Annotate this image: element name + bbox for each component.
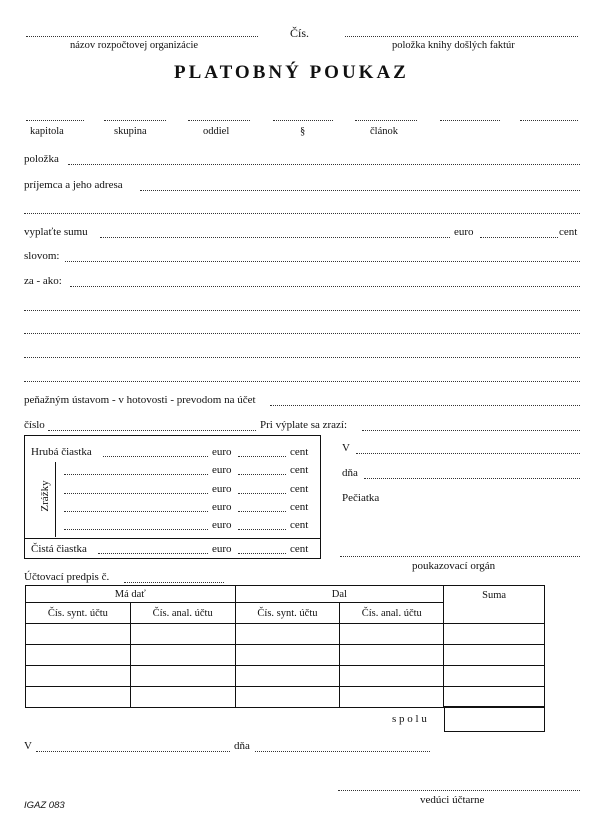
total-label: s p o l u — [392, 713, 427, 725]
deduction-row-3-cent[interactable] — [238, 511, 286, 512]
amount-label: vyplaťte sumu — [24, 226, 88, 238]
recipient-field-2[interactable] — [24, 213, 580, 214]
table-cell[interactable] — [340, 624, 444, 645]
amount-euro-label: euro — [454, 226, 474, 238]
sum-header: Suma — [444, 586, 545, 624]
footer-date-field[interactable] — [255, 751, 430, 752]
payment-method-label: peňažným ústavom - v hotovosti - prevodom na účet — [24, 394, 256, 406]
credit-anal-header: Čís. anal. účtu — [340, 603, 444, 624]
table-cell[interactable] — [130, 687, 235, 708]
gross-cent-field[interactable] — [238, 456, 286, 457]
table-row — [26, 666, 545, 687]
table-cell[interactable] — [26, 624, 131, 645]
table-cell[interactable] — [130, 624, 235, 645]
deduction-row-2-cent-label: cent — [290, 483, 309, 495]
accounting-entry-field[interactable] — [124, 582, 224, 583]
paragraph-label: § — [300, 126, 306, 137]
in-words-field[interactable] — [65, 261, 580, 262]
table-cell[interactable] — [235, 624, 340, 645]
credit-header: Dal — [235, 586, 444, 603]
gross-amount-label: Hrubá čiastka — [31, 446, 92, 458]
accounting-table — [25, 585, 545, 708]
table-row — [26, 624, 545, 645]
deductions-label: Zrážky — [39, 480, 51, 512]
accounting-entry-label: Účtovací predpis č. — [24, 571, 110, 583]
oddiel-label: oddiel — [203, 126, 230, 137]
table-cell[interactable] — [130, 645, 235, 666]
net-cent-label: cent — [290, 543, 309, 555]
gross-cent-label: cent — [290, 446, 309, 458]
deduction-row-4-cent[interactable] — [238, 529, 286, 530]
table-cell[interactable] — [340, 645, 444, 666]
deduction-row-1-cent[interactable] — [238, 474, 286, 475]
kapitola-label: kapitola — [30, 126, 64, 137]
place-label: V — [342, 442, 350, 454]
skupina-label: skupina — [114, 126, 147, 137]
net-amount-label: Čistá čiastka — [31, 543, 87, 555]
table-cell[interactable] — [444, 687, 545, 708]
deduction-row-2-cent[interactable] — [238, 493, 286, 494]
table-cell[interactable] — [130, 666, 235, 687]
oddiel-line[interactable] — [188, 120, 250, 121]
amount-cent-label: cent — [559, 226, 578, 238]
deduction-row-2-euro[interactable] — [64, 493, 208, 494]
recipient-label: príjemca a jeho adresa — [24, 179, 123, 191]
deduction-row-4-cent-label: cent — [290, 519, 309, 531]
table-cell[interactable] — [235, 645, 340, 666]
table-cell[interactable] — [26, 687, 131, 708]
purpose-field-2[interactable] — [24, 310, 580, 311]
deduction-row-1-cent-label: cent — [290, 464, 309, 476]
purpose-label: za - ako: — [24, 275, 62, 287]
amount-cent-field[interactable] — [480, 237, 558, 238]
payment-method-field[interactable] — [270, 405, 580, 406]
table-cell[interactable] — [444, 624, 545, 645]
debit-synt-header: Čís. synt. účtu — [26, 603, 131, 624]
deduction-row-3-euro-label: euro — [212, 501, 232, 513]
net-euro-field[interactable] — [98, 553, 208, 554]
table-row — [26, 687, 545, 708]
purpose-field-5[interactable] — [24, 381, 580, 382]
purpose-field-3[interactable] — [24, 333, 580, 334]
page-title: PLATOBNÝ POUKAZ — [174, 62, 409, 83]
table-cell[interactable] — [235, 687, 340, 708]
deduction-row-1-euro-label: euro — [212, 464, 232, 476]
footer-place-field[interactable] — [36, 751, 230, 752]
deduction-row-4-euro[interactable] — [64, 529, 208, 530]
gross-euro-label: euro — [212, 446, 232, 458]
clanok-label: článok — [370, 126, 398, 137]
org-name-line[interactable] — [26, 36, 258, 37]
account-number-label: číslo — [24, 419, 45, 431]
deduction-row-3-cent-label: cent — [290, 501, 309, 513]
extra-line-1[interactable] — [440, 120, 500, 121]
gross-euro-field[interactable] — [103, 456, 208, 457]
kapitola-line[interactable] — [26, 120, 84, 121]
deduction-row-3-euro[interactable] — [64, 511, 208, 512]
net-cent-field[interactable] — [238, 553, 286, 554]
table-cell[interactable] — [444, 666, 545, 687]
paragraph-line[interactable] — [273, 120, 333, 121]
debit-header: Má dať — [26, 586, 236, 603]
polozka-field[interactable] — [68, 164, 580, 165]
total-field[interactable] — [444, 706, 545, 732]
amount-euro-field[interactable] — [100, 237, 450, 238]
table-cell[interactable] — [26, 666, 131, 687]
net-separator — [24, 538, 321, 539]
deduction-row-2-euro-label: euro — [212, 483, 232, 495]
purpose-field[interactable] — [70, 286, 580, 287]
chief-accountant-label: vedúci účtarne — [420, 794, 485, 806]
table-cell[interactable] — [235, 666, 340, 687]
skupina-line[interactable] — [104, 120, 166, 121]
issuing-authority-label: poukazovací orgán — [412, 560, 496, 572]
account-number-field[interactable] — [48, 430, 256, 431]
invoice-book-line[interactable] — [345, 36, 578, 37]
number-label: Čís. — [290, 26, 310, 40]
in-words-label: slovom: — [24, 250, 60, 262]
deduction-note-field[interactable] — [362, 430, 580, 431]
chief-accountant-signature-line[interactable] — [338, 790, 580, 791]
extra-line-2[interactable] — [520, 120, 578, 121]
debit-anal-header: Čís. anal. účtu — [130, 603, 235, 624]
table-cell[interactable] — [444, 645, 545, 666]
credit-synt-header: Čís. synt. účtu — [235, 603, 340, 624]
purpose-field-4[interactable] — [24, 357, 580, 358]
footer-date-label: dňa — [234, 740, 250, 752]
net-euro-label: euro — [212, 543, 232, 555]
invoice-book-label: položka knihy došlých faktúr — [392, 40, 515, 51]
deduction-note-label: Pri výplate sa zrazí: — [260, 419, 348, 431]
form-id: IGAZ 083 — [24, 800, 65, 811]
recipient-field[interactable] — [140, 190, 580, 191]
table-cell[interactable] — [26, 645, 131, 666]
table-row — [26, 645, 545, 666]
clanok-line[interactable] — [355, 120, 417, 121]
table-cell[interactable] — [340, 687, 444, 708]
stamp-label: Pečiatka — [342, 492, 380, 504]
date-field[interactable] — [364, 478, 580, 479]
polozka-label: položka — [24, 153, 59, 165]
org-name-label: názov rozpočtovej organizácie — [70, 40, 199, 51]
table-cell[interactable] — [340, 666, 444, 687]
issuing-authority-line[interactable] — [340, 556, 580, 557]
deduction-row-4-euro-label: euro — [212, 519, 232, 531]
footer-place-label: V — [24, 740, 32, 752]
date-label: dňa — [342, 467, 358, 479]
deductions-divider — [55, 462, 56, 537]
place-field[interactable] — [356, 453, 580, 454]
deduction-row-1-euro[interactable] — [64, 474, 208, 475]
